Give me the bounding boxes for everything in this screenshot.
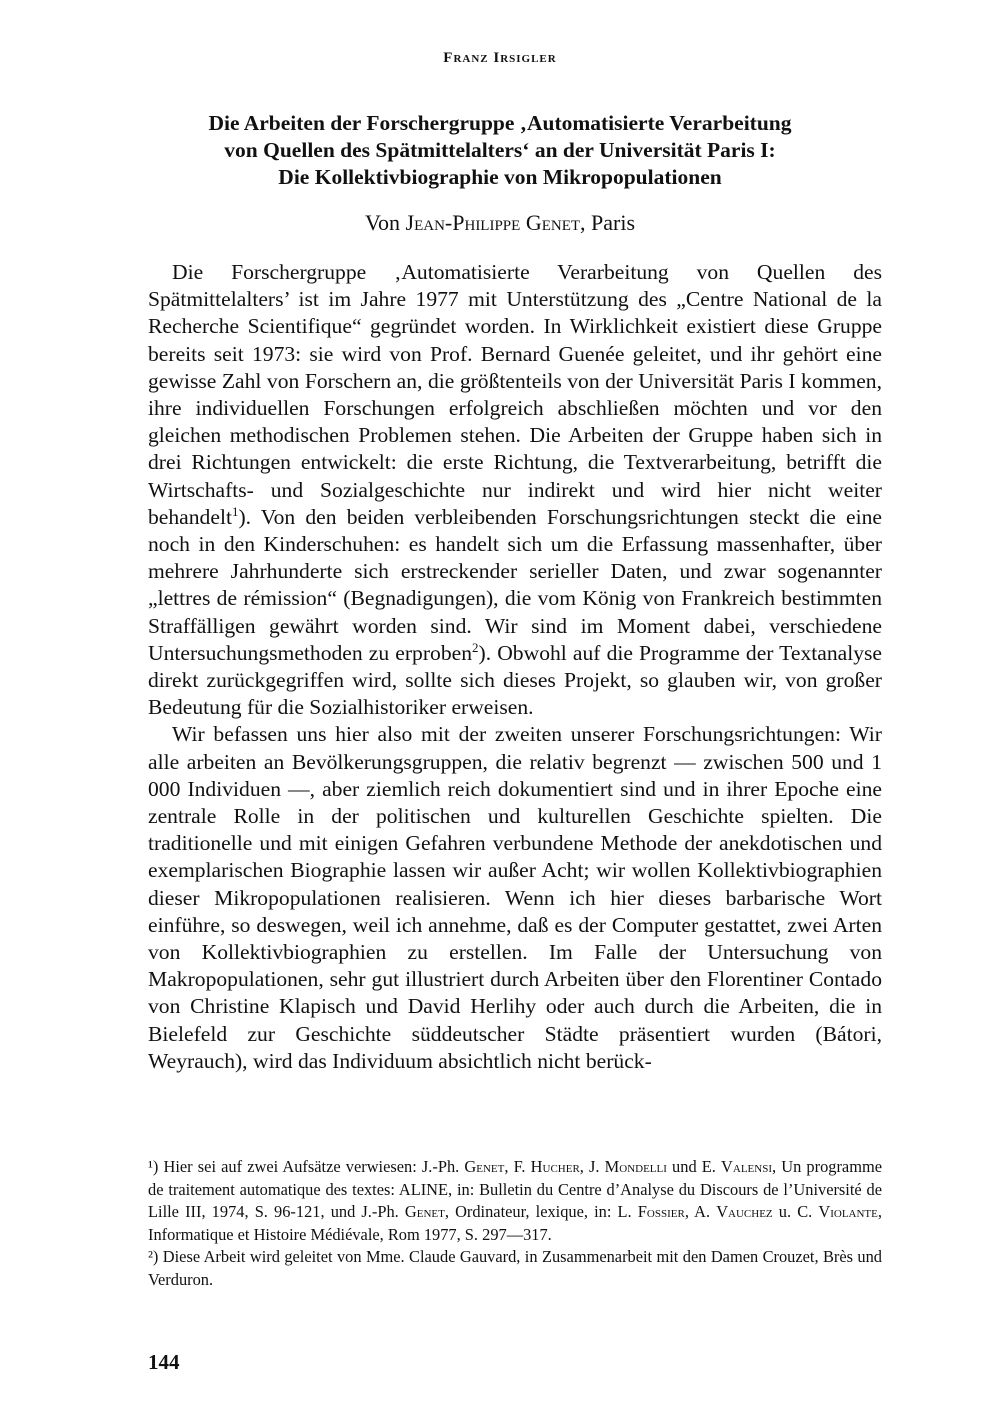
running-head: Franz Irsigler (443, 50, 557, 66)
footnote-1-text: Hier sei auf zwei Aufsätze verwiesen: J.-Ph. (158, 1157, 465, 1176)
author-name: Jean-Philippe Genet (405, 210, 581, 235)
footnote-author: Genet (464, 1157, 505, 1176)
footnote-1-text: und E. (666, 1157, 722, 1176)
footnote-author: Vauchez (716, 1202, 773, 1222)
footnote-1 (148, 1156, 882, 1246)
title-line-1: Die Arbeiten der Forschergruppe ‚Automatisierte Verarbeitung (208, 111, 792, 135)
footnote-author: Violante (818, 1202, 878, 1222)
footnote-author: Hucher (530, 1157, 580, 1176)
footnote-1-text: u. C. (772, 1202, 819, 1222)
footnotes (148, 1156, 882, 1292)
footnote-1-text: , F. (504, 1157, 531, 1176)
footnote-ref-1[interactable]: 1 (231, 503, 239, 519)
body-text (148, 259, 882, 1075)
footnote-1-mark: ¹) (148, 1157, 159, 1176)
footnote-1-text: , Informatique et Histoire Médiévale, Rom 1977, S. 297—317. (148, 1202, 882, 1244)
byline-suffix: , Paris (580, 210, 636, 235)
paragraph-1-part-c: ). Obwohl auf die Programme der Textanalyse direkt zurückgegriffen wird, sollte sich dieses Projekt, so glauben wir, von großer Bedeutung für die Sozialhistoriker erweisen. (148, 640, 882, 720)
footnote-2 (148, 1246, 882, 1291)
byline-prefix: Von (364, 210, 406, 235)
footnote-1-text: , Un programme de traitement automatique des textes: ALINE, in: Bulletin du Centre d’Analyse du Discours de l’Université de Lille III, 1974, S. 96-121, und J.-Ph. (148, 1157, 882, 1222)
byline (0, 210, 1000, 236)
paragraph-1-part-b: ). Von den beiden verbleibenden Forschungsrichtungen steckt die eine noch in den Kinderschuhen: es handelt sich um die Erfassung massenhafter, über mehrere Jahrhunderte sich erstreckender serieller Daten, und zwar sogenannter „lettres de rémission“ (Begnadigungen), die vom König von Frankreich bestimmten Straffälligen gewährt worden sind. Wir sind im Moment dabei, verschiedene Untersuchungsmethoden zu erproben (148, 504, 882, 665)
title-line-2: von Quellen des Spätmittelalters‘ an der Universität Paris I: (224, 138, 776, 162)
footnote-author: Mondelli (604, 1157, 667, 1176)
article-title (150, 110, 850, 191)
paragraph-1 (148, 259, 882, 721)
footnote-author: Valensi (721, 1157, 772, 1176)
footnote-author: Genet (404, 1202, 445, 1222)
footnote-1-text: , A. (684, 1202, 717, 1222)
paragraph-1-part-a: Die Forschergruppe ‚Automatisierte Verarbeitung von Quellen des Spätmittelalters’ ist im Jahre 1977 mit Unterstützung des „Centre National de la Recherche Scientifique“ gegründet worden. In Wirklichkeit existiert diese Gruppe bereits seit 1973: sie wird von Prof. Bernard Guenée geleitet, und ihr gehört eine gewisse Zahl von Forschern an, die größtenteils von der Universität Paris I kommen, ihre individuellen Forschungen erfolgreich abschließen möchten und vor den gleichen methodischen Problemen stehen. Die Arbeiten der Gruppe haben sich in drei Richtungen entwickelt: die erste Richtung, die Textverarbeitung, betrifft die Wirtschafts- und Sozialgeschichte nur indirekt und wird hier nicht weiter behandelt (148, 260, 882, 529)
footnote-1-text: , Ordinateur, lexique, in: L. (444, 1202, 638, 1222)
page-number: 144 (148, 1350, 180, 1374)
footnote-author: Fossier (637, 1202, 685, 1222)
footnote-2-mark: ²) (148, 1247, 159, 1267)
footnote-1-text: , J. (579, 1157, 605, 1176)
title-line-3: Die Kollektivbiographie von Mikropopulationen (278, 165, 722, 189)
footnote-ref-2[interactable]: 2 (472, 639, 479, 655)
paragraph-2: Wir befassen uns hier also mit der zweiten unserer Forschungsrichtungen: Wir alle arbeiten an Bevölkerungsgruppen, die relativ begrenzt — zwischen 500 und 1 000 Individuen —, aber ziemlich reich dokumentiert sind und in ihrer Epoche eine zentrale Rolle in der politischen und kulturellen Geschichte spielten. Die traditionelle und mit einigen Gefahren verbundene Methode der anekdotischen und exemplarischen Biographie lassen wir außer Acht; wir wollen Kollektivbiographien dieser Mikropopulationen realisieren. Wenn ich hier dieses barbarische Wort einführe, so deswegen, weil ich annehme, daß es der Computer gestattet, zwei Arten von Kollektivbiographien zu erstellen. Im Falle der Untersuchung von Makropopulationen, sehr gut illustriert durch Arbeiten über den Florentiner Contado von Christine Klapisch und David Herlihy oder auch durch die Arbeiten, die in Bielefeld zur Geschichte süddeutscher Städte präsentiert wurden (Bátori, Weyrauch), wird das Individuum absichtlich nicht berück- (148, 722, 882, 1073)
footnote-2-text: Diese Arbeit wird geleitet von Mme. Claude Gauvard, in Zusammenarbeit mit den Damen Crouzet, Brès und Verduron. (148, 1247, 882, 1289)
